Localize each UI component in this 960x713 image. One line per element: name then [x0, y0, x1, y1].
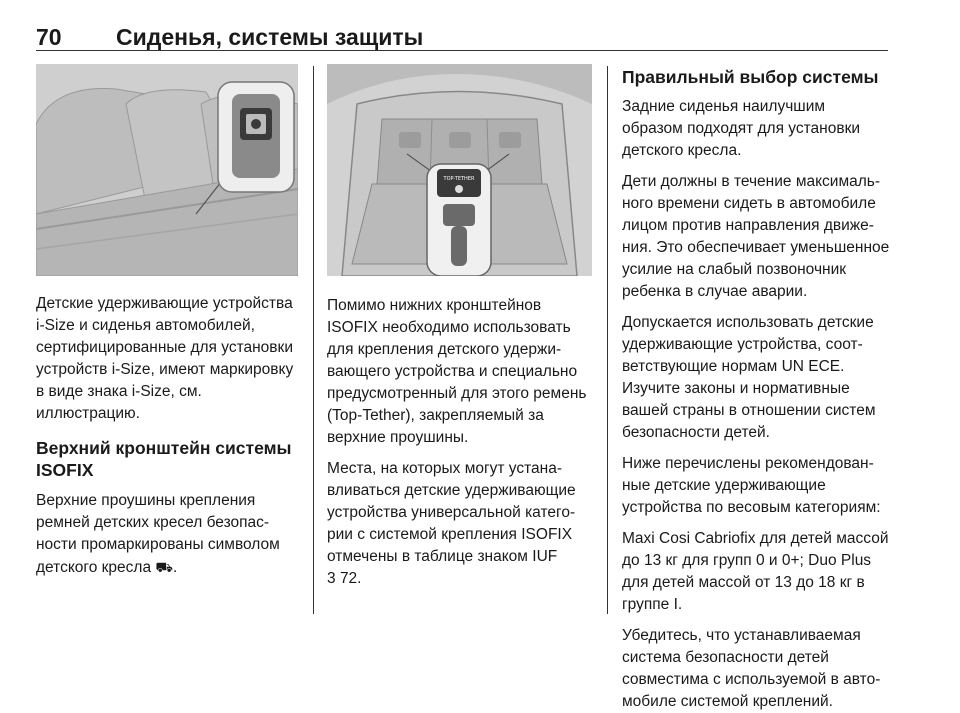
- page-ref-arrow: 3: [327, 570, 336, 587]
- paragraph-rear-seats: Задние сиденья наилучшим образом подходят для установки детского кресла.: [622, 98, 861, 159]
- section-heading-correct-choice: Правильный выбор системы: [622, 67, 879, 87]
- column-2: [327, 64, 592, 590]
- section-heading-isofix-top: Верхний кронштейн системы ISOFIX: [36, 438, 292, 480]
- paragraph-models: Maxi Cosi Cabriofix для детей массой до 13 кг для групп 0 и 0+; Duo Plus для детей массой от 13 до 18 кг в группе I.: [622, 530, 889, 613]
- top-tether-label: TOP-TETHER: [443, 176, 475, 182]
- child-seat-icon: ⛟: [155, 559, 174, 575]
- isofix-top-paragraph: [36, 490, 298, 579]
- paragraph-un-ece: Допускается использовать детские удерживающие устройства, соответствующие нормам UN ECE. Изучите законы и нормативные вашей страны в отношении систем безопасности детей.: [622, 314, 876, 441]
- iuf-paragraph: [327, 458, 592, 590]
- iuf-text: Места, на которых могут устанавливаться детские удерживающие устройства универсальной категории с системой крепления ISOFIX отмечены в таблице знаком IUF: [327, 460, 576, 565]
- trunk-top-tether-figure: [327, 64, 592, 276]
- page-number: 70: [36, 24, 62, 50]
- page-title: Сиденья, системы защиты: [116, 24, 424, 50]
- column-3: [622, 66, 890, 713]
- paragraph-compatibility: Убедитесь, что устанавливаемая система безопасности детей совместима с используемой в автомобиле системой креплений.: [622, 627, 881, 710]
- page-ref[interactable]: 72.: [339, 570, 362, 587]
- paragraph-recommended: Ниже перечислены рекомендованные детские удерживающие устройства по весовым категориям:: [622, 455, 881, 516]
- figure-caption: Детские удерживающие устройства i-Size и сиденья автомобилей, сертифицированные для установки устройств i-Size, имеют маркировку в виде знака i-Size, см. иллюстрацию.: [36, 295, 294, 422]
- rear-seat-isize-figure: [36, 64, 298, 276]
- trunk-illustration: [327, 64, 592, 276]
- column-1: [36, 64, 298, 579]
- column-divider-2: [607, 66, 608, 614]
- paragraph-rear-facing: Дети должны в течение максимального времени сидеть в автомобиле лицом против направления движения. Это обеспечивает уменьшенное усилие на слабый позвоночник ребенка в случае аварии.: [622, 173, 890, 300]
- column-divider-1: [313, 66, 314, 614]
- rear-seat-illustration: [36, 64, 298, 276]
- sentence-end: .: [173, 559, 178, 576]
- header-rule: [36, 50, 888, 51]
- top-tether-paragraph: Помимо нижних кронштейнов ISOFIX необходимо использовать для крепления детского удерживающего устройства и специально предусмотренный для этого ремень (Top-Tether), закрепляемый за верхние проушины.: [327, 297, 587, 446]
- isofix-top-text: Верхние проушины крепления ремней детских кресел безопасности промаркированы символом детского кресла: [36, 492, 280, 576]
